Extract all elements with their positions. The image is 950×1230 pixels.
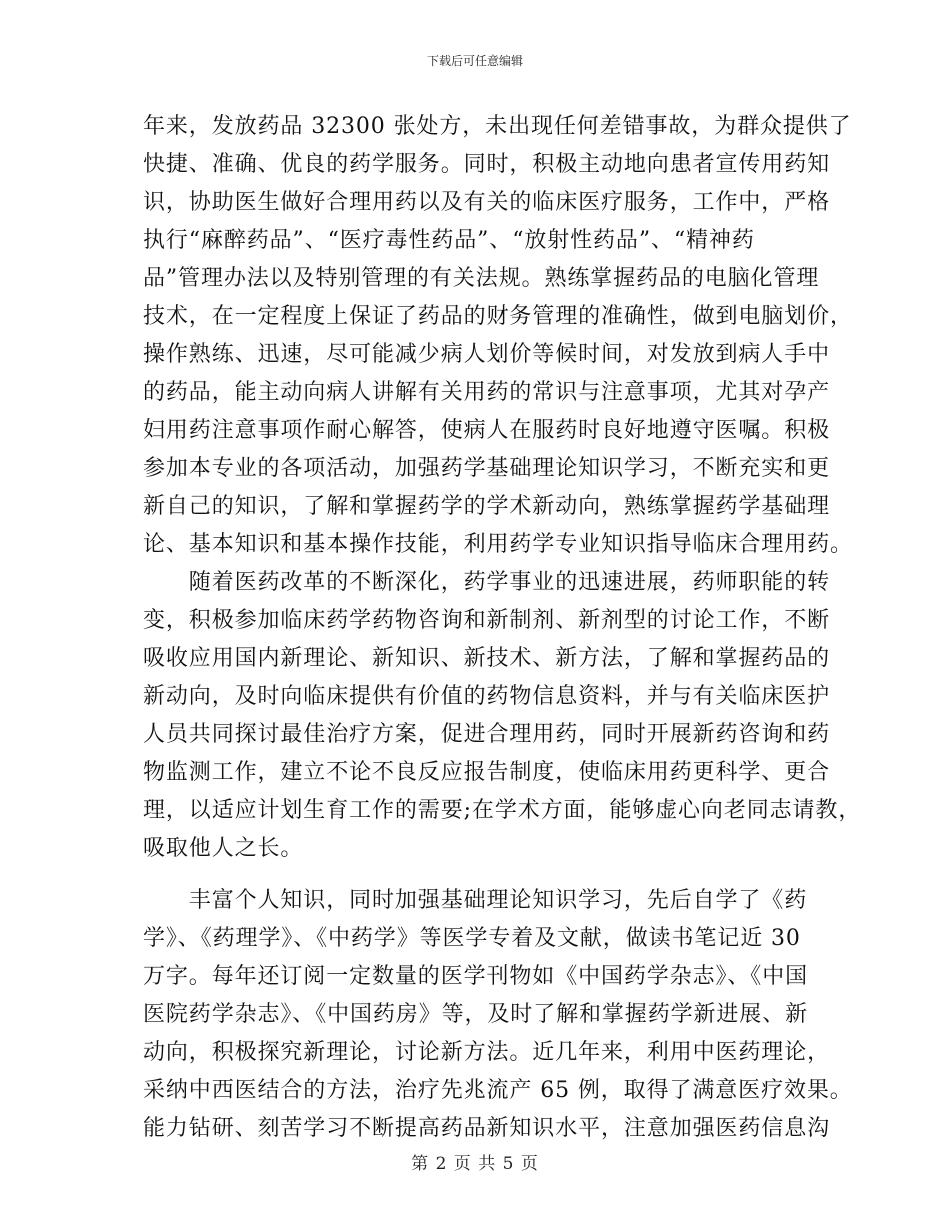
text-line: 理，以适应计划生育工作的需要;在学术方面，能够虚心向老同志请教， [143,798,862,823]
paragraph [143,882,853,1148]
text-line: 万字。每年还订阅一定数量的医学刊物如《中国药学杂志》、《中国 [143,964,809,989]
text-line: 学》、《药理学》、《中药学》等医学专着及文献，做读书笔记近 30 [143,926,801,951]
text-line: 识，协助医生做好合理用药以及有关的临床医疗服务，工作中，严格 [143,190,831,215]
text-line: 动向，积极探究新理论，讨论新方法。近几年来，利用中医药理论， [143,1040,831,1065]
text-line: 年来，发放药品 32300 张处方，未出现任何差错事故，为群众提供了 [143,114,852,139]
text-line: 吸收应用国内新理论、新知识、新技术、新方法，了解和掌握药品的 [143,646,831,671]
paragraph [143,564,862,868]
page-header: 下载后可任意编辑 [426,54,523,68]
text-line: 新动向，及时向临床提供有价值的药物信息资料，并与有关临床医护 [143,684,831,709]
text-line: 随着医药改革的不断深化，药学事业的迅速进展，药师职能的转 [143,570,831,595]
text-line: 物监测工作，建立不论不良反应报告制度，使临床用药更科学、更合 [143,760,831,785]
document-body [143,108,862,1148]
text-line: 技术，在一定程度上保证了药品的财务管理的准确性，做到电脑划价， [143,304,853,329]
text-line: 变，积极参加临床药学药物咨询和新制剂、新剂型的讨论工作，不断 [143,608,831,633]
text-line: 快捷、准确、优良的药学服务。同时，积极主动地向患者宣传用药知 [143,152,831,177]
text-line: 执行“麻醉药品”、“医疗毒性药品”、“放射性药品”、“精神药 [143,228,755,253]
page-number: 第 2 页 共 5 页 [411,1154,539,1174]
text-line: 妇用药注意事项作耐心解答，使病人在服药时良好地遵守医嘱。积极 [143,418,831,443]
text-line: 论、基本知识和基本操作技能，利用药学专业知识指导临床合理用药。 [143,532,853,557]
paragraph-gap [143,868,833,882]
text-line: 操作熟练、迅速，尽可能减少病人划价等候时间，对发放到病人手中 [143,342,831,367]
paragraph [143,108,853,564]
text-line: 参加本专业的各项活动，加强药学基础理论知识学习，不断充实和更 [143,456,831,481]
text-line: 采纳中西医结合的方法，治疗先兆流产 65 例，取得了满意医疗效果。 [143,1078,853,1103]
text-line: 新自己的知识，了解和掌握药学的学术新动向，熟练掌握药学基础理 [143,494,831,519]
text-line: 的药品，能主动向病人讲解有关用药的常识与注意事项，尤其对孕产 [143,380,831,405]
text-line: 丰富个人知识，同时加强基础理论知识学习，先后自学了《药 [143,888,808,913]
text-line: 品”管理办法以及特别管理的有关法规。熟练掌握药品的电脑化管理 [143,266,820,291]
text-line: 人员共同探讨最佳治疗方案，促进合理用药，同时开展新药咨询和药 [143,722,831,747]
text-line: 医院药学杂志》、《中国药房》等，及时了解和掌握药学新进展、新 [143,1002,809,1027]
text-line: 吸取他人之长。 [143,836,304,861]
text-line: 能力钻研、刻苦学习不断提高药品新知识水平，注意加强医药信息沟 [143,1116,831,1141]
